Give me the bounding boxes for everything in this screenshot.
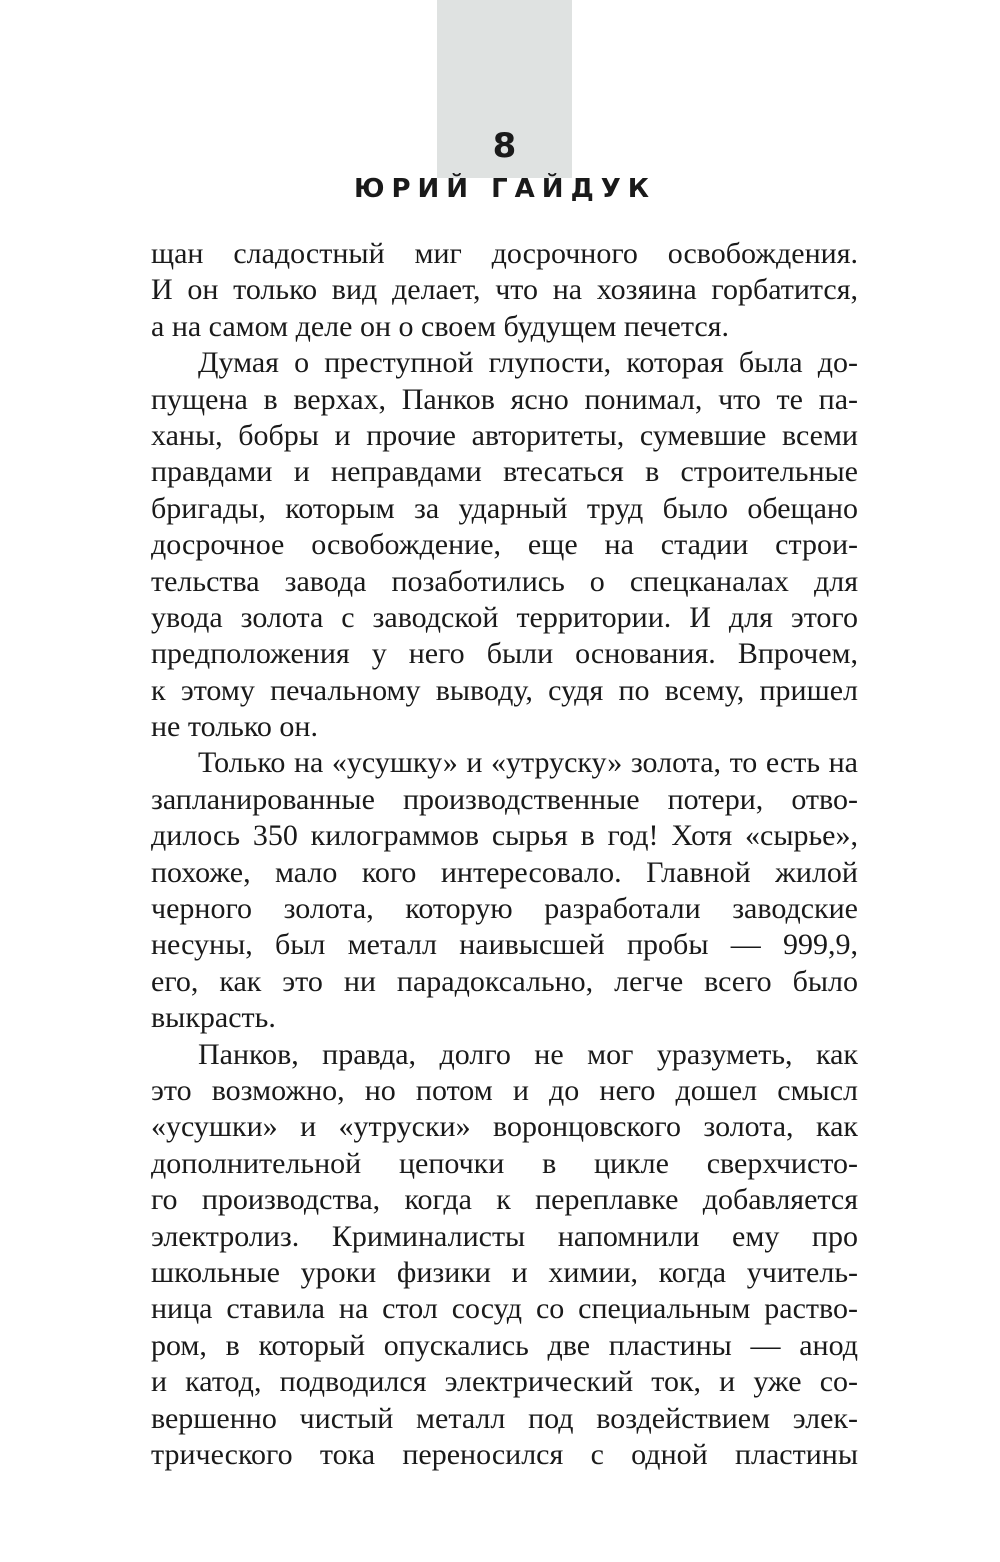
text-line: а на самом деле он о своем будущем печется. xyxy=(151,309,729,343)
text-line: трического тока переносился с одной пластины xyxy=(151,1437,858,1471)
paragraph-first-line: Панков, правда, долго не мог уразуметь, как xyxy=(198,1037,858,1071)
text-line: И он только вид делает, что на хозяина горбатится, xyxy=(151,273,858,307)
text-line: щан сладостный миг досрочного освобождения. xyxy=(151,237,858,270)
running-head-author: ЮРИЙ ГАЙДУК xyxy=(353,174,657,204)
text-line: это возможно, но потом и до него дошел смысл xyxy=(151,1073,858,1107)
text-line: электролиз. Криминалисты напомнили ему про xyxy=(151,1219,858,1253)
text-line: ром, в который опускались две пластины — анод xyxy=(151,1328,858,1362)
text-line: правдами и неправдами втесаться в строительные xyxy=(151,455,858,489)
text-line: несуны, был металл наивысшей пробы — 999,9, xyxy=(151,928,858,962)
text-line: и катод, подводился электрический ток, и уже со- xyxy=(151,1365,858,1399)
paragraph-first-line: Думая о преступной глупости, которая была до- xyxy=(198,346,858,380)
text-line: выкрасть. xyxy=(151,1001,276,1035)
text-line: похоже, мало кого интересовало. Главной жилой xyxy=(151,855,858,889)
text-line: предположения у него были основания. Впрочем, xyxy=(151,637,858,671)
text-line: запланированные производственные потери, отво- xyxy=(151,782,858,816)
body-text xyxy=(151,236,858,1473)
paragraph-first-line: Только на «усушку» и «утруску» золота, то есть на xyxy=(198,746,858,780)
text-line: досрочное освобождение, еще на стадии строи- xyxy=(151,528,858,562)
text-line: ханы, бобры и прочие авторитеты, сумевшие всеми xyxy=(151,418,858,452)
page-number: 8 xyxy=(492,126,517,166)
text-line: бригады, которым за ударный труд было обещано xyxy=(151,491,858,525)
text-line: школьные уроки физики и химии, когда учитель- xyxy=(151,1255,858,1289)
text-line: пущена в верхах, Панков ясно понимал, что те па- xyxy=(151,382,858,416)
text-line: не только он. xyxy=(151,710,318,744)
text-line: «усушки» и «утруски» воронцовского золота, как xyxy=(151,1110,858,1144)
text-line: вершенно чистый металл под воздействием элек- xyxy=(151,1401,858,1435)
text-line: его, как это ни парадоксально, легче всего было xyxy=(151,964,858,998)
text-line: ница ставила на стол сосуд со специальным раство- xyxy=(151,1292,858,1326)
text-line: к этому печальному выводу, судя по всему, пришел xyxy=(151,673,858,707)
text-line: черного золота, которую разработали заводские xyxy=(151,892,858,926)
text-line: увода золота с заводской территории. И для этого xyxy=(151,600,858,634)
text-line: го производства, когда к переплавке добавляется xyxy=(151,1183,858,1217)
text-line: тельства завода позаботились о спецканалах для xyxy=(151,564,858,598)
text-line: дилось 350 килограммов сырья в год! Хотя «сырье», xyxy=(151,819,858,853)
text-line: дополнительной цепочки в цикле сверхчисто- xyxy=(151,1146,858,1180)
